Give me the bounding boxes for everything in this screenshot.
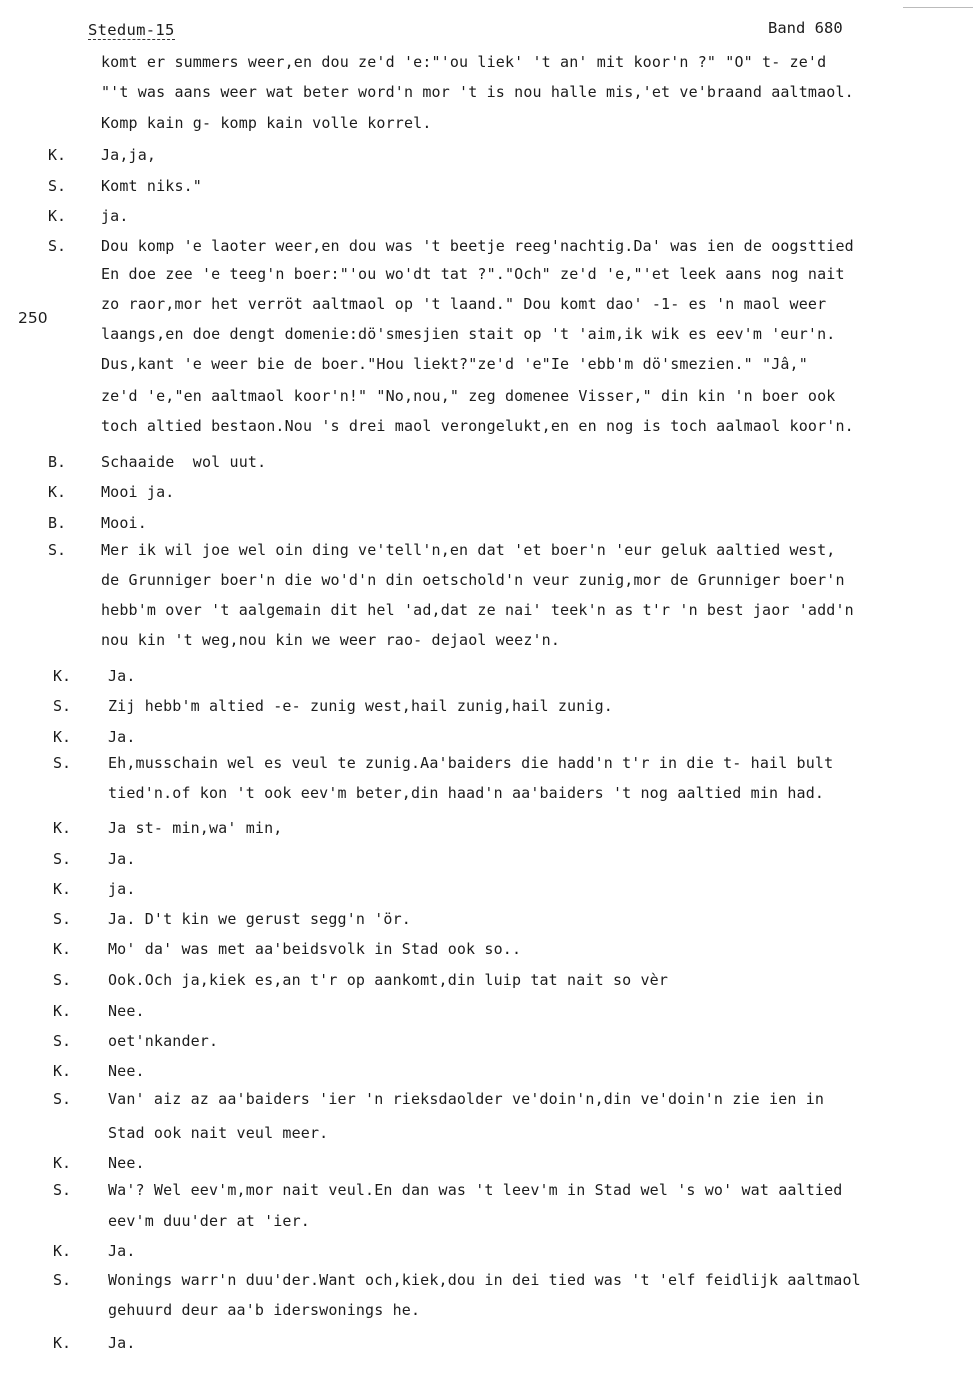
line-text: de Grunniger boer'n die wo'd'n din oetschold'n veur zunig,mor de Grunniger boer'n [101,571,845,589]
line-text: hebb'm over 't aalgemain dit hel 'ad,dat ze nai' teek'n as t'r 'n best jaor 'add'n [101,601,854,619]
line-text: oet'nkander. [108,1032,219,1050]
line-text: En doe zee 'e teeg'n boer:"'ou wo'dt tat ?"."Och" ze'd 'e,"'et leek aans nog nait [101,265,845,283]
speaker-label: B. [48,453,67,471]
line-text: ze'd 'e,"en aaltmaol koor'n!" "No,nou," zeg domenee Visser," din kin 'n boer ook [101,387,836,405]
transcript-line [0,630,973,656]
transcript-line [0,482,973,508]
transcript-line [0,113,973,139]
transcript-line [0,264,973,290]
page-edge-line [903,7,973,8]
transcript-line [0,1333,973,1359]
speaker-label: S. [53,754,72,772]
line-text: ja. [108,880,136,898]
line-text: eev'm duu'der at 'ier. [108,1212,310,1230]
speaker-label: S. [48,237,67,255]
speaker-label: S. [53,971,72,989]
line-text: Ja,ja, [101,146,157,164]
speaker-label: S. [53,1181,72,1199]
line-text: Mer ik wil joe wel oin ding ve'tell'n,en dat 'et boer'n 'eur geluk aaltied west, [101,541,836,559]
transcript-line [0,354,973,380]
speaker-label: K. [53,1062,72,1080]
speaker-label: S. [53,1032,72,1050]
speaker-label: K. [53,1002,72,1020]
line-text: Mo' da' was met aa'beidsvolk in Stad ook so.. [108,940,522,958]
margin-line-number: 250 [18,309,48,327]
transcript-line [0,176,973,202]
transcript-line [0,1211,973,1237]
transcript-line [0,570,973,596]
speaker-label: S. [53,1271,72,1289]
speaker-label: S. [48,177,67,195]
transcript-line [0,206,973,232]
speaker-label: B. [48,514,67,532]
line-text: Ook.Och ja,kiek es,an t'r op aankomt,din luip tat nait so vèr [108,971,669,989]
line-text: Nee. [108,1002,145,1020]
line-text: tied'n.of kon 't ook eev'm beter,din haad'n aa'baiders 't nog aaltied min had. [108,784,825,802]
transcript-line [0,452,973,478]
transcript-line [0,1153,973,1179]
speaker-label: S. [48,541,67,559]
speaker-label: K. [53,880,72,898]
speaker-label: K. [53,819,72,837]
line-text: Nee. [108,1062,145,1080]
band-number: Band 680 [768,19,843,37]
transcript-line [0,879,973,905]
line-text: Eh,musschain wel es veul te zunig.Aa'baiders die hadd'n t'r in die t- hail bult [108,754,834,772]
transcript-line [0,324,973,350]
speaker-label: K. [53,940,72,958]
speaker-label: K. [53,1334,72,1352]
speaker-label: K. [48,146,67,164]
transcript-line [0,1180,973,1206]
transcript-line [0,939,973,965]
line-text: Mooi ja. [101,483,175,501]
transcript-line [0,52,973,78]
transcript-line [0,849,973,875]
line-text: Ja. [108,1334,136,1352]
transcript-line [0,666,973,692]
line-text: gehuurd deur aa'b iderswonings he. [108,1301,421,1319]
transcript-line [0,970,973,996]
line-text: Dus,kant 'e weer bie de boer."Hou liekt?"ze'd 'e"Ie 'ebb'm dö'smezien." "Jâ," [101,355,808,373]
line-text: zo raor,mor het verröt aaltmaol op 't laand." Dou komt dao' -1- es 'n maol weer [101,295,827,313]
transcript-line [0,1061,973,1087]
transcript-line [0,1270,973,1296]
transcript-line [0,386,973,412]
transcript-line [0,1001,973,1027]
line-text: Wonings warr'n duu'der.Want och,kiek,dou in dei tied was 't 'elf feidlijk aaltmaol [108,1271,861,1289]
speaker-label: S. [53,1090,72,1108]
speaker-label: S. [53,697,72,715]
speaker-label: S. [53,910,72,928]
line-text: Van' aiz az aa'baiders 'ier 'n rieksdaolder ve'doin'n,din ve'doin'n zie ien in [108,1090,825,1108]
line-text: nou kin 't weg,nou kin we weer rao- dejaol weez'n. [101,631,561,649]
transcript-line [0,513,973,539]
speaker-label: K. [53,1242,72,1260]
line-text: Ja. [108,667,136,685]
line-text: Wa'? Wel eev'm,mor nait veul.En dan was 't leev'm in Stad wel 's wo' wat aaltied [108,1181,843,1199]
line-text: Ja. [108,850,136,868]
speaker-label: S. [53,850,72,868]
transcript-line [0,145,973,171]
transcript-line [0,696,973,722]
transcript-line [0,1089,973,1115]
line-text: laangs,en doe dengt domenie:dö'smesjien stait op 't 'aim,ik wik es eev'm 'eur'n. [101,325,836,343]
transcript-line [0,818,973,844]
line-text: toch altied bestaon.Nou 's drei maol verongelukt,en en nog is toch aalmaol koor'n. [101,417,854,435]
speaker-label: K. [48,207,67,225]
transcript-line [0,909,973,935]
line-text: Ja st- min,wa' min, [108,819,283,837]
line-text: Ja. [108,728,136,746]
transcript-line [0,1241,973,1267]
transcript-line [0,1031,973,1057]
transcript-line [0,600,973,626]
speaker-label: K. [53,728,72,746]
document-id: Stedum-15 [88,21,175,39]
line-text: Mooi. [101,514,147,532]
line-text: Zij hebb'm altied -e- zunig west,hail zunig,hail zunig. [108,697,613,715]
line-text: "'t was aans weer wat beter word'n mor 't is nou halle mis,'et ve'braand aaltmaol. [101,83,854,101]
transcript-line [0,783,973,809]
line-text: Nee. [108,1154,145,1172]
line-text: Schaaide wol uut. [101,453,267,471]
line-text: Ja. D't kin we gerust segg'n 'ör. [108,910,411,928]
transcript-line [0,236,973,262]
line-text: Komt niks." [101,177,202,195]
line-text: Ja. [108,1242,136,1260]
speaker-label: K. [53,667,72,685]
line-text: Dou komp 'e laoter weer,en dou was 't beetje reeg'nachtig.Da' was ien de oogsttied [101,237,854,255]
transcript-line [0,727,973,753]
speaker-label: K. [48,483,67,501]
line-text: Stad ook nait veul meer. [108,1124,329,1142]
transcript-line [0,82,973,108]
transcript-line [0,416,973,442]
line-text: Komp kain g- komp kain volle korrel. [101,114,432,132]
transcript-line [0,1123,973,1149]
transcript-line [0,753,973,779]
speaker-label: K. [53,1154,72,1172]
transcript-line [0,1300,973,1326]
transcript-line [0,294,973,320]
line-text: ja. [101,207,129,225]
transcript-line [0,540,973,566]
line-text: komt er summers weer,en dou ze'd 'e:"'ou liek' 't an' mit koor'n ?" "O" t- ze'd [101,53,827,71]
